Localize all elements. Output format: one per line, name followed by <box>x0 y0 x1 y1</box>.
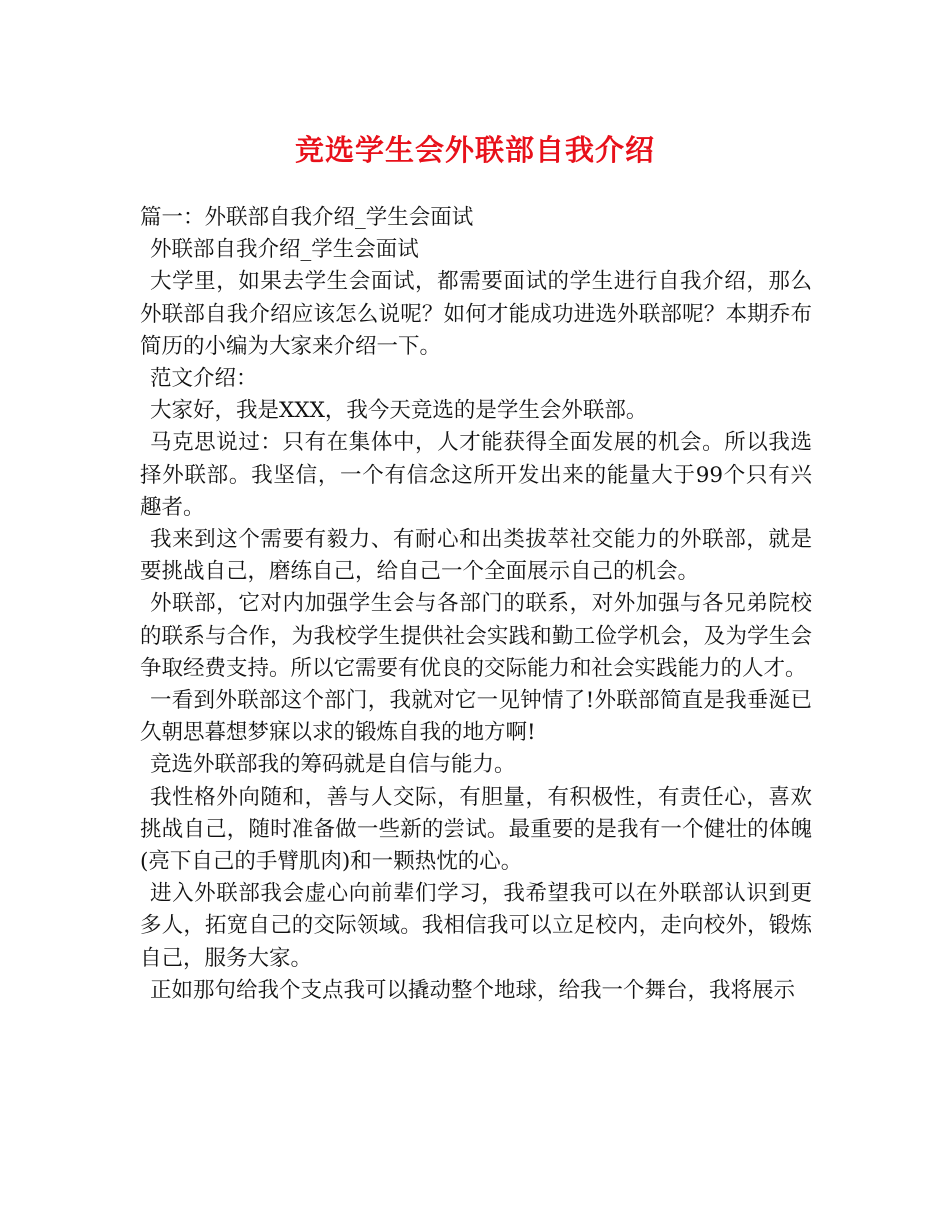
enthusiasm-paragraph: 一看到外联部这个部门，我就对它一见钟情了!外联部简直是我垂涎已久朝思暮想梦寐以求的锻炼自我的地方啊! <box>140 688 812 746</box>
confidence-paragraph: 竞选外联部我的筹码就是自信与能力。 <box>150 752 516 778</box>
plans-paragraph: 进入外联部我会虚心向前辈们学习，我希望我可以在外联部认识到更多人，拓宽自己的交际领域。我相信我可以立足校内，走向校外，锻炼自己，服务大家。 <box>140 881 812 971</box>
greeting-paragraph: 大家好，我是XXX，我今天竞选的是学生会外联部。 <box>150 398 648 424</box>
personality-paragraph: 我性格外向随和，善与人交际，有胆量，有积极性，有责任心，喜欢挑战自己，随时准备做一些新的尝试。最重要的是我有一个健壮的体魄(亮下自己的手臂肌肉)和一颗热忱的心。 <box>140 784 812 875</box>
article-subtitle: 外联部自我介绍_学生会面试 <box>150 237 419 263</box>
section-heading: 篇一：外联部自我介绍_学生会面试 <box>140 205 474 230</box>
document-title: 竞选学生会外联部自我介绍 <box>294 133 655 167</box>
motivation-paragraph: 我来到这个需要有毅力、有耐心和出类拔萃社交能力的外联部，就是要挑战自己，磨练自己，给自己一个全面展示自己的机会。 <box>140 527 812 585</box>
closing-paragraph: 正如那句给我个支点我可以撬动整个地球，给我一个舞台，我将展示 <box>150 977 796 1003</box>
department-description-paragraph: 外联部，它对内加强学生会与各部门的联系，对外加强与各兄弟院校的联系与合作，为我校学生提供社会实践和勤工俭学机会，及为学生会争取经费支持。所以它需要有优良的交际能力和社会实践能力的人才。 <box>140 591 812 681</box>
sample-label: 范文介绍： <box>150 366 258 392</box>
quote-paragraph: 马克思说过：只有在集体中，人才能获得全面发展的机会。所以我选择外联部。我坚信，一个有信念这所开发出来的能量大于99个只有兴趣者。 <box>140 430 812 520</box>
document-body <box>140 202 812 1007</box>
intro-paragraph: 大学里，如果去学生会面试，都需要面试的学生进行自我介绍，那么外联部自我介绍应该怎么说呢？如何才能成功进选外联部呢？本期乔布简历的小编为大家来介绍一下。 <box>140 269 812 359</box>
